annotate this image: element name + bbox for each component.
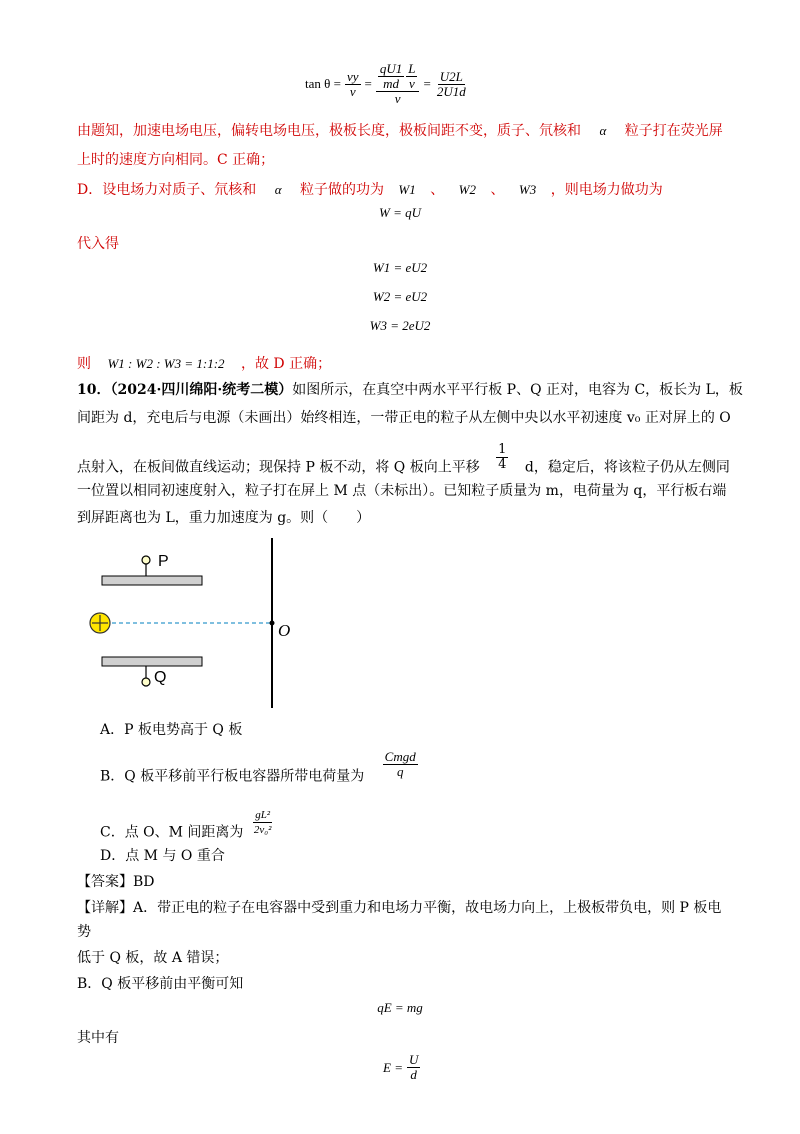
equation-e-ud [383,1053,420,1082]
option-b-fraction [383,750,418,779]
p-plate [102,576,202,585]
eq-fraction-1 [345,70,361,99]
eq-fraction-3 [435,70,468,99]
label-q: Q [154,669,167,686]
q10-text3b: d，稳定后，将该粒子仍从左侧同 [524,459,730,476]
question-number: 10． [77,382,111,398]
equation-w3: W3 = 2eU2 [369,318,431,333]
para-d-text3: ，则电场力做功为 [550,182,663,198]
detail-line1: 【详解】A．带正电的粒子在电容器中受到重力和电场力平衡，故电场力向上，上极板带负电，则 P 板电 [77,900,722,916]
option-b [100,749,418,791]
option-d: D．点 M 与 O 重合 [100,848,225,864]
point-o-dot [270,621,275,626]
q-terminal [142,678,150,686]
ratio-line [77,354,740,374]
capacitor-figure [80,530,320,710]
answer-line: 【答案】BD [77,874,155,890]
eq-f2-a-den: md [383,76,399,91]
q10-text3a: 点射入，在板间做直线运动；现保持 P 板不动，将 Q 板向上平移 [77,459,480,476]
q10-line1 [77,380,743,400]
option-c-fraction [252,808,274,837]
option-c-text: C．点 O、M 间距离为 [100,824,244,841]
equation-tan-theta [305,56,468,112]
sep-1: 、 [430,182,445,198]
eq-f1-num: vy [346,68,359,84]
w3-symbol: W3 [518,182,537,197]
eq-f2-a-num: qU1 [379,61,403,76]
eq-sign-2: = [423,76,431,91]
equation-w: W = qU [379,205,421,220]
ratio-suffix: ，故 D 正确； [240,356,332,372]
q10-line5: 到屏距离也为 L，重力加速度为 g。则（ ） [77,510,371,526]
detail-line4: B．Q 板平移前由平衡可知 [77,976,244,992]
paragraph-c-line1 [77,121,740,141]
detail-line5: 其中有 [77,1030,119,1046]
sep-2: 、 [490,182,505,198]
q10-frac-num: 1 [498,442,507,457]
equation-qe-mg: qE = mg [377,1000,423,1015]
para-c-tail: 粒子打在荧光屏 [624,123,723,139]
eq-sign: = [364,76,372,91]
option-c-num: gL² [255,809,271,821]
eq-f2-num [376,62,420,92]
equation-w1: W1 = eU2 [372,260,428,275]
q10-text1: 如图所示，在真空中两水平平行板 P、Q 正对，电容为 C，板长为 L，板 [292,382,743,398]
detail-line2: 势 [77,924,91,940]
q10-fraction [496,443,508,472]
ratio-prefix: 则 [77,356,91,372]
option-a: A．P 板电势高于 Q 板 [100,722,243,738]
q10-line2: 间距为 d，充电后与电源（未画出）始终相连，一带正电的粒子从左侧中央以水平初速度 v₀ 正对屏上的 O [77,410,731,426]
q10-frac-den: 4 [498,457,507,472]
detail-line3: 低于 Q 板，故 A 错误； [77,950,229,966]
question-source: （2024·四川绵阳·统考二模） [110,382,293,398]
eq2-lhs: E = [383,1059,403,1075]
option-c-den: 2v₀² [253,824,272,836]
q10-line3 [77,442,740,482]
paragraph-d [77,180,740,200]
para-d-text: D．设电场力对质子、氘核和 [77,182,257,198]
eq-f2-den: v [394,91,401,106]
para-d-text2: 粒子做的功为 [299,182,384,198]
alpha-symbol: α [599,123,607,138]
option-c [100,809,273,847]
eq-f1-den: v [349,83,356,99]
w2-symbol: W2 [458,182,477,197]
eq-f2-b-num: L [408,61,416,76]
ratio-expr: W1 : W2 : W3 = 1:1:2 [107,356,225,371]
eq-f2-b-den: v [408,76,415,91]
paragraph-c-line2: 上时的速度方向相同。C 正确； [77,152,275,168]
eq-f3-den: 2U1d [436,83,466,99]
q10-line4: 一位置以相同初速度射入，粒子打在屏上 M 点（未标出）。已知粒子质量为 m，电荷量为 q，平行板右端 [77,483,727,499]
eq-fraction-2 [376,62,420,106]
option-b-text: B．Q 板平移前平行板电容器所带电荷量为 [100,768,365,785]
w1-symbol: W1 [398,182,416,197]
label-p: P [158,553,169,570]
option-b-den: q [396,764,404,779]
para-c-text: 由题知，加速电场电压，偏转电场电压，极板长度，极板间距不变，质子、氘核和 [77,123,581,139]
eq2-fraction [407,1053,420,1082]
eq2-num: U [408,1052,419,1067]
alpha-symbol-2: α [274,182,282,197]
option-b-num: Cmgd [384,749,416,764]
label-o: O [278,621,291,640]
eq-lhs: tan θ = [305,76,341,91]
substitute-label: 代入得 [77,236,119,252]
equation-w2: W2 = eU2 [372,289,428,304]
eq2-den: d [410,1067,417,1082]
eq-f3-num: U2L [439,68,463,84]
p-terminal [142,556,150,564]
q-plate [102,657,202,666]
